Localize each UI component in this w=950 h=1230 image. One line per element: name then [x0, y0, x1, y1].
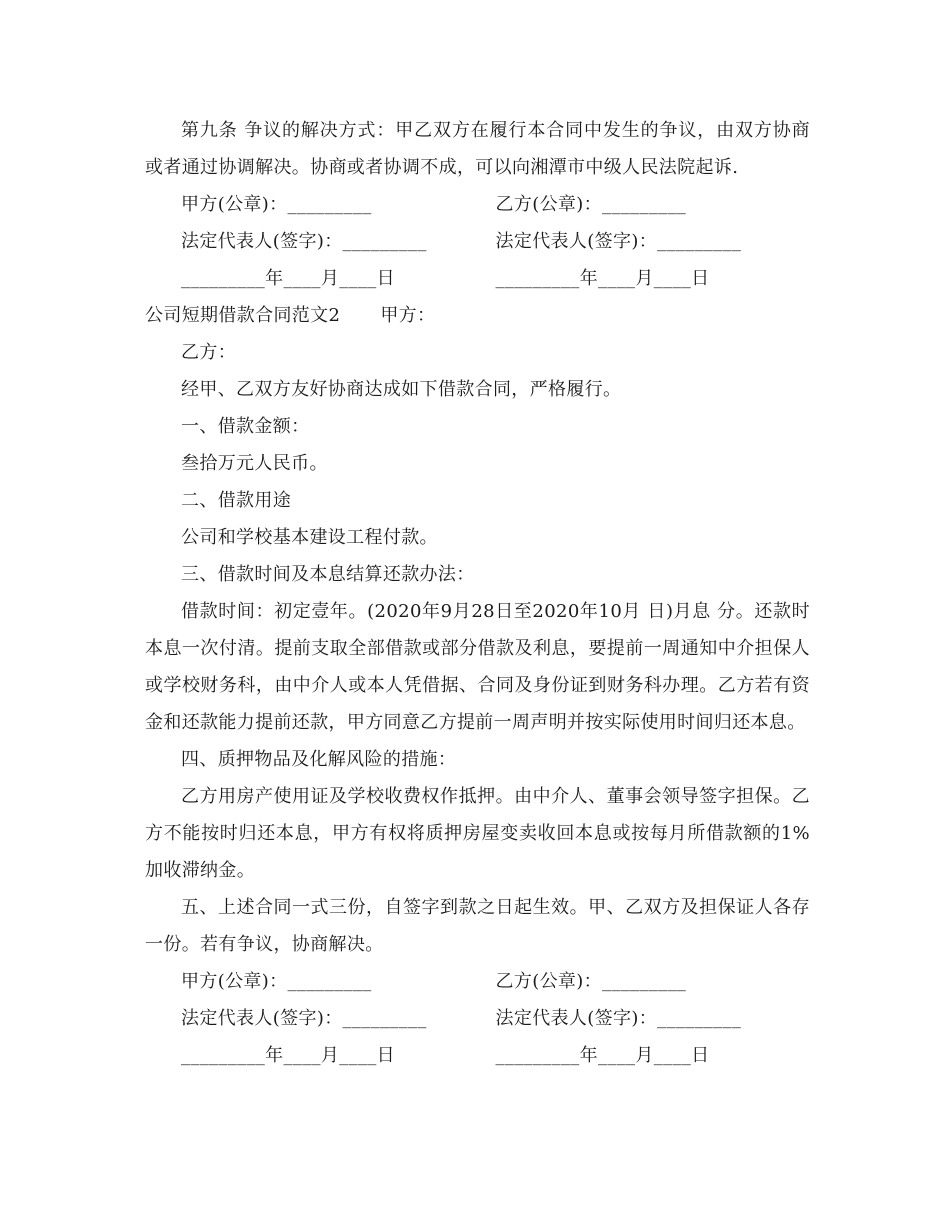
party-a-representative: 法定代表人(签字)：_________: [181, 1008, 427, 1029]
signature-rep-row: [145, 1000, 810, 1037]
party-b-representative: 法定代表人(签字)：_________: [495, 231, 742, 252]
signature-seal-row: [145, 186, 810, 223]
signature-date-row: [145, 260, 810, 297]
section-3-body: 借款时间：初定壹年。(2020年9月28日至2020年10月 日)月息 分。还款时本息一次付清。提前支取全部借款或部分借款及利息，要提前一周通知中介担保人或学校财务科，由中介人或本人凭借据、合同及身份证到财务科办理。乙方若有资金和还款能力提前还款，甲方同意乙方提前一周声明并按实际使用时间归还本息。: [145, 601, 810, 733]
section-2-heading: 二、借款用途: [181, 490, 292, 511]
section-5-body: 五、上述合同一式三份，自签字到款之日起生效。甲、乙双方及担保证人各存一份。若有争议，协商解决。: [145, 897, 810, 955]
section-3-heading: 三、借款时间及本息结算还款办法：: [181, 564, 475, 585]
party-b-representative: 法定代表人(签字)：_________: [495, 1008, 742, 1029]
section-1-body: 叁拾万元人民币。: [181, 453, 328, 474]
signature-block-2: [145, 963, 810, 1074]
party-a-date: _________年____月____日: [181, 1045, 395, 1066]
contract-title: 公司短期借款合同范文2: [145, 305, 341, 326]
document-body: [145, 112, 810, 1074]
party-a-representative: 法定代表人(签字)：_________: [181, 231, 427, 252]
party-b-seal: 乙方(公章)：_________: [495, 971, 687, 992]
section-4-body: 乙方用房产使用证及学校收费权作抵押。由中介人、董事会领导签字担保。乙方不能按时归还本息，甲方有权将质押房屋变卖收回本息或按每月所借款额的1%加收滞纳金。: [145, 786, 810, 881]
party-a-label: 甲方：: [380, 305, 436, 326]
party-a-seal: 甲方(公章)：_________: [181, 194, 372, 215]
section-1-heading: 一、借款金额：: [181, 416, 310, 437]
section-2-body: 公司和学校基本建设工程付款。: [181, 527, 438, 548]
contract-title-line: [145, 297, 810, 334]
article-9-paragraph: 第九条 争议的解决方式：甲乙双方在履行本合同中发生的争议，由双方协商或者通过协调解决。协商或者协调不成，可以向湘潭市中级人民法院起诉.: [145, 120, 810, 178]
party-a-seal: 甲方(公章)：_________: [181, 971, 372, 992]
intro-paragraph: 经甲、乙双方友好协商达成如下借款合同，严格履行。: [181, 379, 622, 400]
section-4-heading: 四、质押物品及化解风险的措施：: [181, 749, 457, 770]
party-a-date: _________年____月____日: [181, 268, 395, 289]
party-b-date: _________年____月____日: [495, 1045, 710, 1066]
signature-seal-row: [145, 963, 810, 1000]
party-b-date: _________年____月____日: [495, 268, 710, 289]
signature-date-row: [145, 1037, 810, 1074]
party-b-seal: 乙方(公章)：_________: [495, 194, 687, 215]
signature-rep-row: [145, 223, 810, 260]
signature-block-1: [145, 186, 810, 297]
party-b-label: 乙方：: [181, 342, 237, 363]
